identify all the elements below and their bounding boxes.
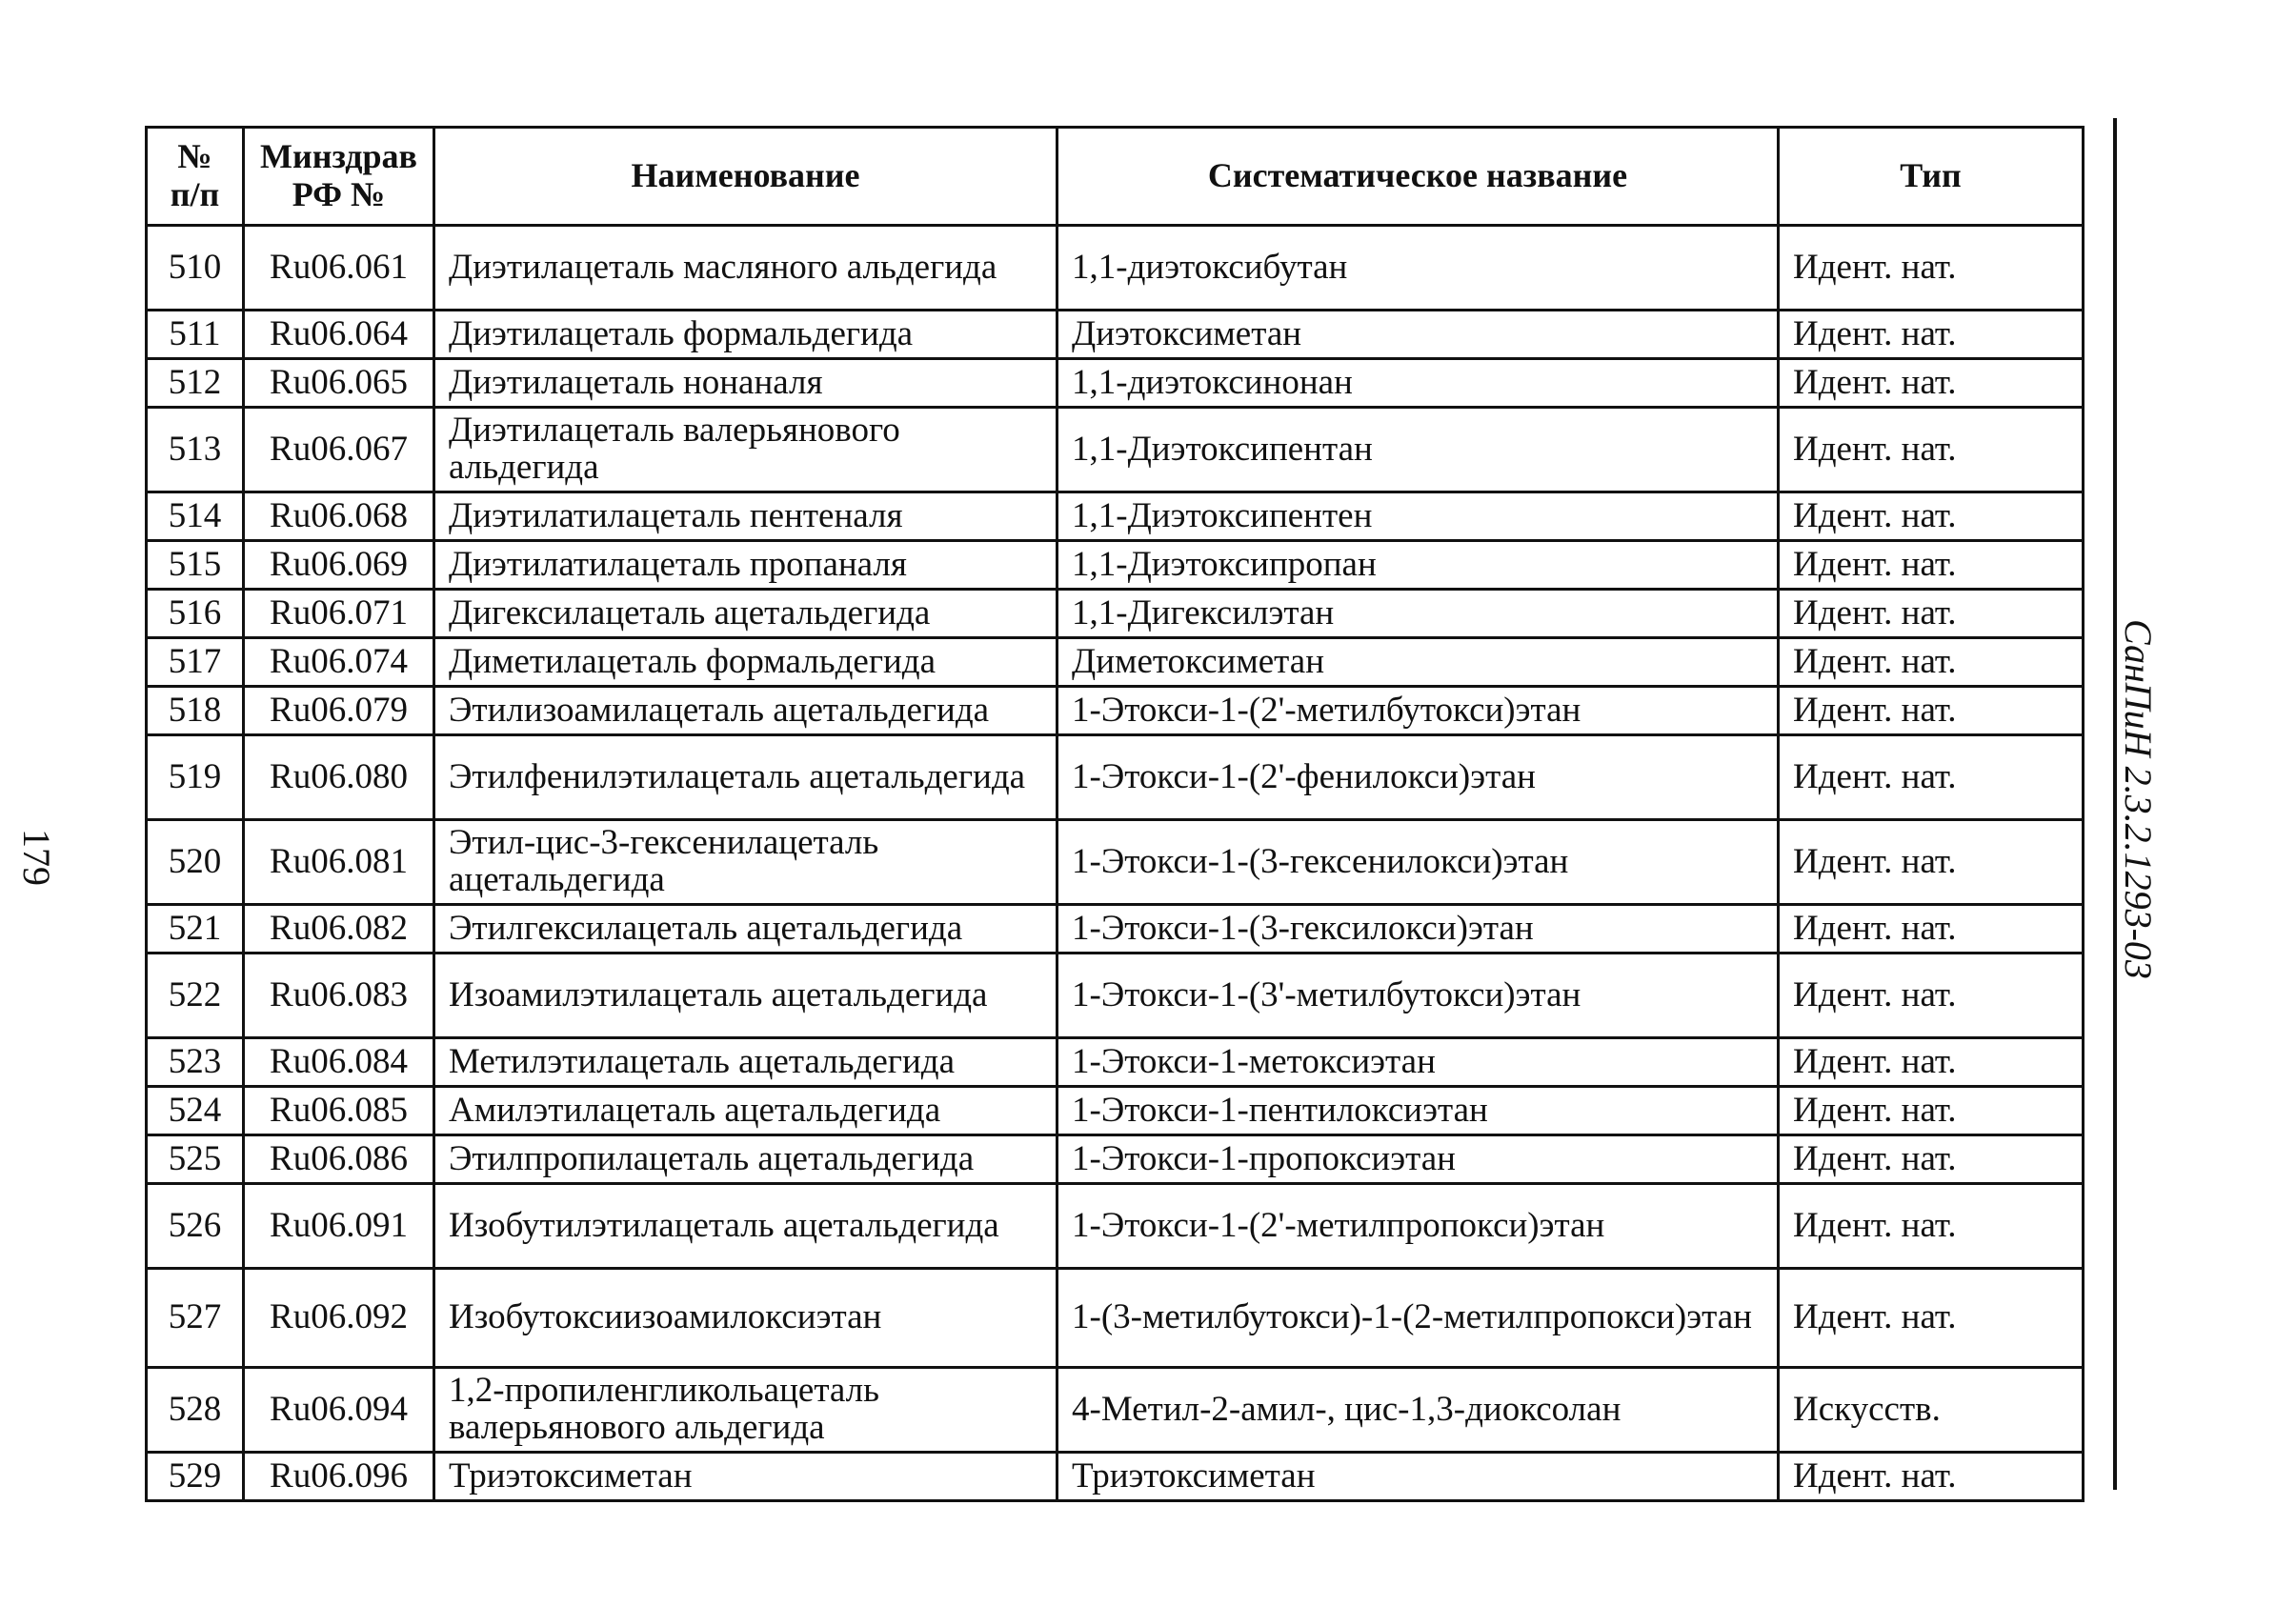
cell-number: 510 <box>147 226 244 311</box>
additives-table <box>145 126 2085 1502</box>
cell-number: 527 <box>147 1269 244 1368</box>
cell-type: Идент. нат. <box>1779 408 2084 492</box>
cell-code: Ru06.092 <box>244 1269 434 1368</box>
cell-code: Ru06.079 <box>244 687 434 735</box>
cell-name: 1,2-пропиленгликольацеталь валерьянового альдегида <box>434 1368 1057 1453</box>
cell-type: Идент. нат. <box>1779 311 2084 359</box>
table-row <box>147 1368 2084 1453</box>
cell-number: 526 <box>147 1184 244 1269</box>
cell-systematic-name: Диэтоксиметан <box>1057 311 1779 359</box>
table-row <box>147 687 2084 735</box>
cell-number: 529 <box>147 1453 244 1501</box>
cell-type: Идент. нат. <box>1779 1184 2084 1269</box>
cell-number: 515 <box>147 541 244 590</box>
cell-number: 525 <box>147 1135 244 1184</box>
table-row <box>147 1135 2084 1184</box>
cell-code: Ru06.080 <box>244 735 434 820</box>
cell-type: Идент. нат. <box>1779 905 2084 954</box>
table-row <box>147 359 2084 408</box>
table-header-row <box>147 128 2084 226</box>
table-row <box>147 638 2084 687</box>
cell-name: Диэтилацеталь нонаналя <box>434 359 1057 408</box>
page-number: 179 <box>15 829 58 886</box>
cell-type: Идент. нат. <box>1779 1135 2084 1184</box>
cell-type: Идент. нат. <box>1779 492 2084 541</box>
cell-number: 520 <box>147 820 244 905</box>
cell-systematic-name: 1-Этокси-1-(3-гексилокси)этан <box>1057 905 1779 954</box>
cell-systematic-name: 1-Этокси-1-(2'-фенилокси)этан <box>1057 735 1779 820</box>
cell-name: Этилпропилацеталь ацетальдегида <box>434 1135 1057 1184</box>
cell-name: Метилэтилацеталь ацетальдегида <box>434 1038 1057 1087</box>
cell-systematic-name: 1-Этокси-1-пентилоксиэтан <box>1057 1087 1779 1135</box>
cell-systematic-name: 1,1-диэтоксинонан <box>1057 359 1779 408</box>
cell-name: Амилэтилацеталь ацетальдегида <box>434 1087 1057 1135</box>
table-row <box>147 954 2084 1038</box>
cell-name: Изобутоксиизоамилоксиэтан <box>434 1269 1057 1368</box>
table-row <box>147 311 2084 359</box>
cell-type: Идент. нат. <box>1779 735 2084 820</box>
cell-name: Изоамилэтилацеталь ацетальдегида <box>434 954 1057 1038</box>
cell-code: Ru06.067 <box>244 408 434 492</box>
cell-type: Идент. нат. <box>1779 687 2084 735</box>
table-row <box>147 492 2084 541</box>
cell-code: Ru06.085 <box>244 1087 434 1135</box>
cell-code: Ru06.084 <box>244 1038 434 1087</box>
cell-type: Идент. нат. <box>1779 1453 2084 1501</box>
table-row <box>147 1184 2084 1269</box>
cell-code: Ru06.074 <box>244 638 434 687</box>
cell-name: Этилизоамилацеталь ацетальдегида <box>434 687 1057 735</box>
header-name: Наименование <box>434 128 1057 226</box>
cell-code: Ru06.064 <box>244 311 434 359</box>
cell-systematic-name: 1-Этокси-1-(2'-метилпропокси)этан <box>1057 1184 1779 1269</box>
cell-code: Ru06.069 <box>244 541 434 590</box>
cell-systematic-name: Диметоксиметан <box>1057 638 1779 687</box>
table-row <box>147 1087 2084 1135</box>
cell-systematic-name: 1,1-Диэтоксипропан <box>1057 541 1779 590</box>
cell-systematic-name: 1,1-Диэтоксипентен <box>1057 492 1779 541</box>
cell-name: Диэтилацеталь формальдегида <box>434 311 1057 359</box>
cell-systematic-name: 1-Этокси-1-пропоксиэтан <box>1057 1135 1779 1184</box>
cell-type: Идент. нат. <box>1779 820 2084 905</box>
cell-name: Изобутилэтилацеталь ацетальдегида <box>434 1184 1057 1269</box>
cell-name: Триэтоксиметан <box>434 1453 1057 1501</box>
cell-number: 522 <box>147 954 244 1038</box>
cell-number: 513 <box>147 408 244 492</box>
cell-code: Ru06.082 <box>244 905 434 954</box>
table-row <box>147 1269 2084 1368</box>
cell-name: Диэтилацеталь масляного альдегида <box>434 226 1057 311</box>
header-number: № п/п <box>147 128 244 226</box>
cell-name: Этилгексилацеталь ацетальдегида <box>434 905 1057 954</box>
cell-number: 511 <box>147 311 244 359</box>
table-row <box>147 1453 2084 1501</box>
cell-type: Идент. нат. <box>1779 359 2084 408</box>
cell-code: Ru06.091 <box>244 1184 434 1269</box>
cell-systematic-name: 1,1-диэтоксибутан <box>1057 226 1779 311</box>
cell-number: 528 <box>147 1368 244 1453</box>
cell-name: Диметилацеталь формальдегида <box>434 638 1057 687</box>
table-row <box>147 408 2084 492</box>
cell-code: Ru06.094 <box>244 1368 434 1453</box>
cell-number: 516 <box>147 590 244 638</box>
document-code: СанПиН 2.3.2.1293-03 <box>2117 619 2160 979</box>
header-type: Тип <box>1779 128 2084 226</box>
cell-systematic-name: 1-Этокси-1-(3-гексенилокси)этан <box>1057 820 1779 905</box>
cell-systematic-name: Триэтоксиметан <box>1057 1453 1779 1501</box>
cell-type: Идент. нат. <box>1779 541 2084 590</box>
cell-name: Этилфенилэтилацеталь ацетальдегида <box>434 735 1057 820</box>
table-row <box>147 735 2084 820</box>
table-row <box>147 541 2084 590</box>
cell-name: Диэтилацеталь валерьянового альдегида <box>434 408 1057 492</box>
cell-name: Этил-цис-3-гексенилацеталь ацетальдегида <box>434 820 1057 905</box>
cell-type: Идент. нат. <box>1779 1038 2084 1087</box>
cell-number: 521 <box>147 905 244 954</box>
cell-systematic-name: 1-(3-метилбутокси)-1-(2-метилпропокси)этан <box>1057 1269 1779 1368</box>
cell-systematic-name: 1-Этокси-1-метоксиэтан <box>1057 1038 1779 1087</box>
cell-type: Идент. нат. <box>1779 590 2084 638</box>
cell-name: Диэтилатилацеталь пентеналя <box>434 492 1057 541</box>
cell-type: Идент. нат. <box>1779 1269 2084 1368</box>
cell-code: Ru06.065 <box>244 359 434 408</box>
cell-number: 512 <box>147 359 244 408</box>
cell-number: 524 <box>147 1087 244 1135</box>
cell-number: 517 <box>147 638 244 687</box>
table-row <box>147 820 2084 905</box>
table-row <box>147 226 2084 311</box>
cell-number: 523 <box>147 1038 244 1087</box>
cell-systematic-name: 1-Этокси-1-(2'-метилбутокси)этан <box>1057 687 1779 735</box>
header-systematic-name: Систематическое название <box>1057 128 1779 226</box>
cell-code: Ru06.096 <box>244 1453 434 1501</box>
cell-number: 519 <box>147 735 244 820</box>
cell-code: Ru06.083 <box>244 954 434 1038</box>
cell-systematic-name: 1,1-Диэтоксипентан <box>1057 408 1779 492</box>
cell-code: Ru06.081 <box>244 820 434 905</box>
cell-name: Дигексилацеталь ацетальдегида <box>434 590 1057 638</box>
cell-code: Ru06.061 <box>244 226 434 311</box>
cell-systematic-name: 1,1-Дигексилэтан <box>1057 590 1779 638</box>
cell-systematic-name: 1-Этокси-1-(3'-метилбутокси)этан <box>1057 954 1779 1038</box>
cell-type: Идент. нат. <box>1779 954 2084 1038</box>
table-row <box>147 1038 2084 1087</box>
table-row <box>147 905 2084 954</box>
cell-type: Идент. нат. <box>1779 1087 2084 1135</box>
header-code: Минздрав РФ № <box>244 128 434 226</box>
cell-code: Ru06.086 <box>244 1135 434 1184</box>
cell-code: Ru06.071 <box>244 590 434 638</box>
cell-type: Идент. нат. <box>1779 226 2084 311</box>
table-row <box>147 590 2084 638</box>
cell-type: Идент. нат. <box>1779 638 2084 687</box>
cell-number: 518 <box>147 687 244 735</box>
cell-number: 514 <box>147 492 244 541</box>
cell-name: Диэтилатилацеталь пропаналя <box>434 541 1057 590</box>
cell-type: Искусств. <box>1779 1368 2084 1453</box>
cell-systematic-name: 4-Метил-2-амил-, цис-1,3-диоксолан <box>1057 1368 1779 1453</box>
cell-code: Ru06.068 <box>244 492 434 541</box>
